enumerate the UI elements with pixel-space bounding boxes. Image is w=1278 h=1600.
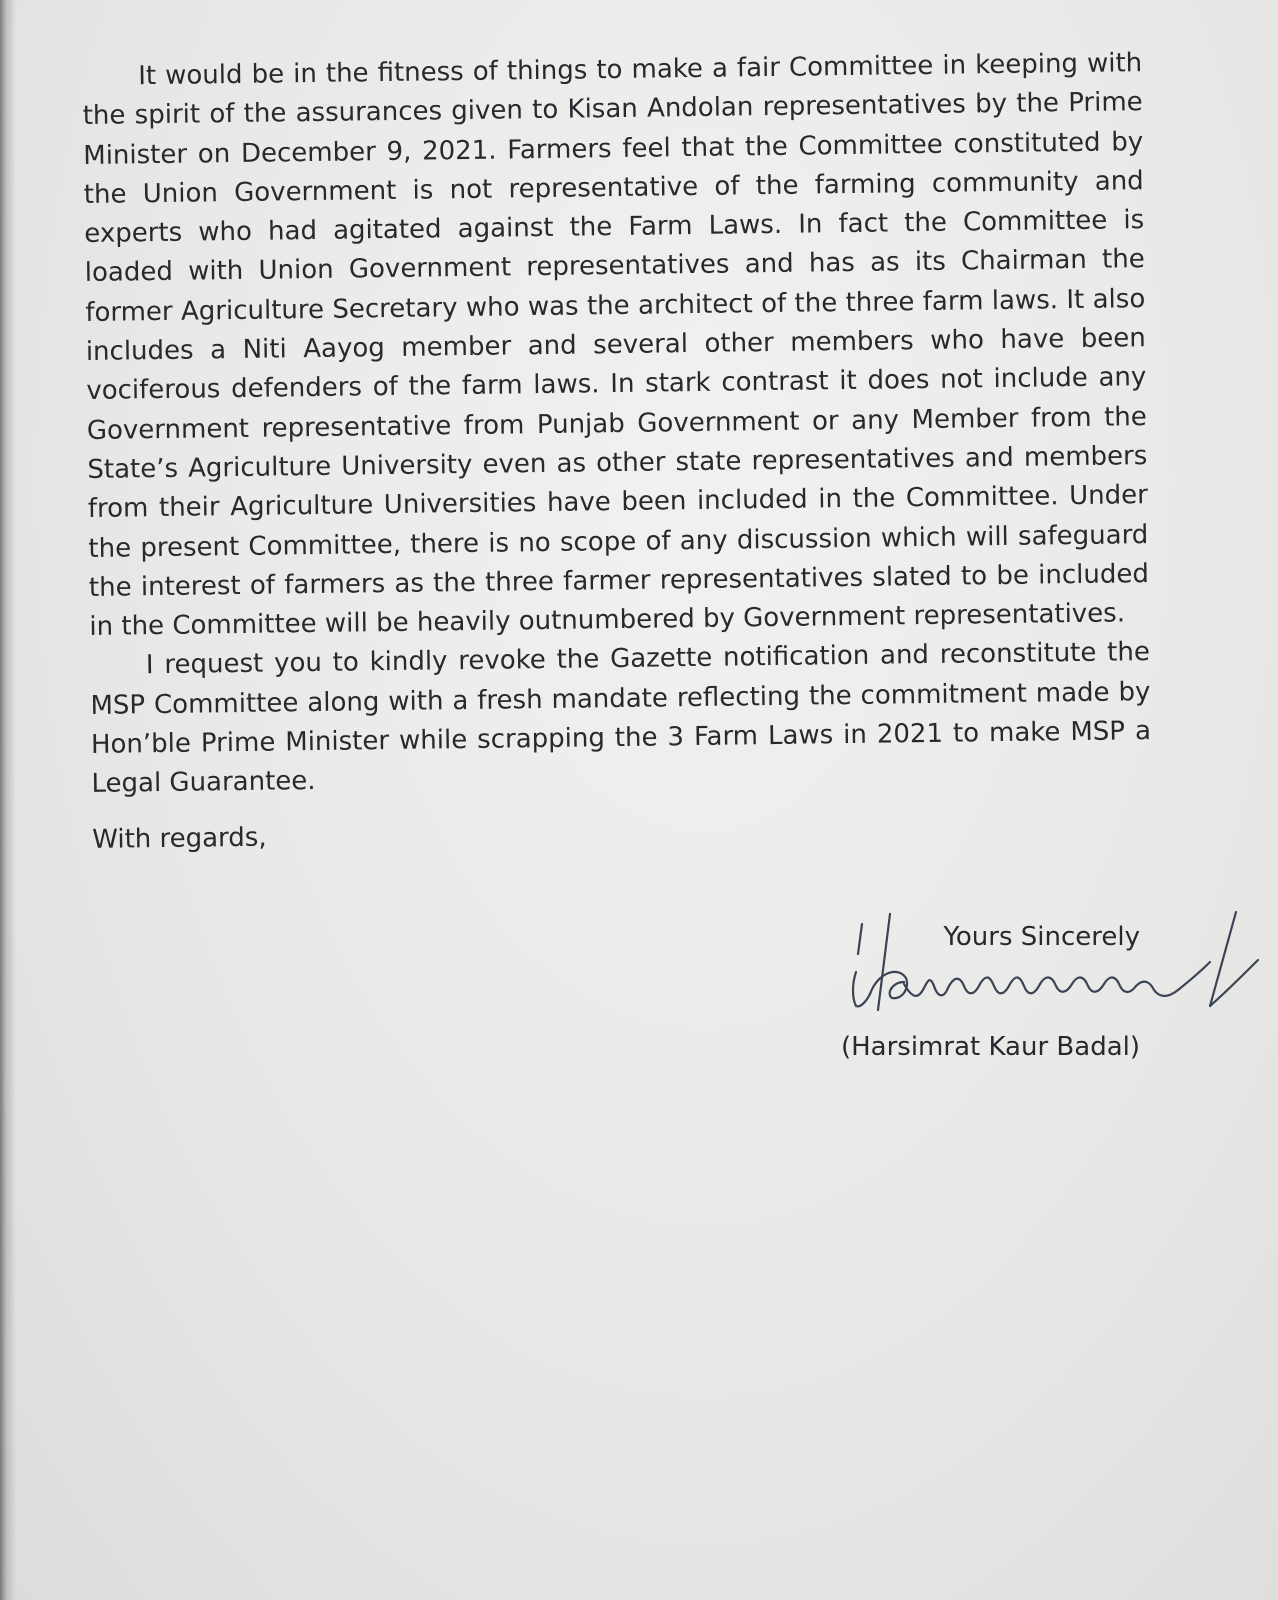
body-paragraph-1: It would be in the fitness of things to make a fair Committee in keeping with the spirit of the assurances given to Kisan Andolan representatives by the Prime Minister on December 9, 2021. Farmers feel that the Committee constituted by the Union Government is not representative of the farming community and experts who had agitated against the Farm Laws. In fact the Committee is loaded with Union Government representatives and has as its Chairman the former Agriculture Secretary who was the architect of the three farm laws. It also includes a Niti Aayog member and several other members who have been vociferous defenders of the farm laws. In stark contrast it does not include any Government representative from Punjab Government or any Member from the State’s Agriculture University even as other state representatives and members from their Agriculture Universities have been included in the Committee. Under the present Committee, there is no scope of any discussion which will safeguard the interest of farmers as the three farmer representatives slated to be included in the Committee will be heavily outnumbered by Government representatives.: [82, 48, 1150, 643]
handwritten-signature: [848, 902, 1268, 1022]
body-paragraph-2: I request you to kindly revoke the Gazette notification and reconstitute the MSP Committee along with a fresh mandate reflecting the commitment made by Hon’ble Prime Minister while scrapping the 3 Farm Laws in 2021 to make MSP a Legal Guarantee.: [90, 637, 1152, 800]
regards-line: With regards,: [92, 822, 267, 855]
sender-name: (Harsimrat Kaur Badal): [840, 1032, 1140, 1062]
closing-phrase: Yours Sincerely: [943, 922, 1140, 952]
letter-body: [82, 44, 1152, 860]
